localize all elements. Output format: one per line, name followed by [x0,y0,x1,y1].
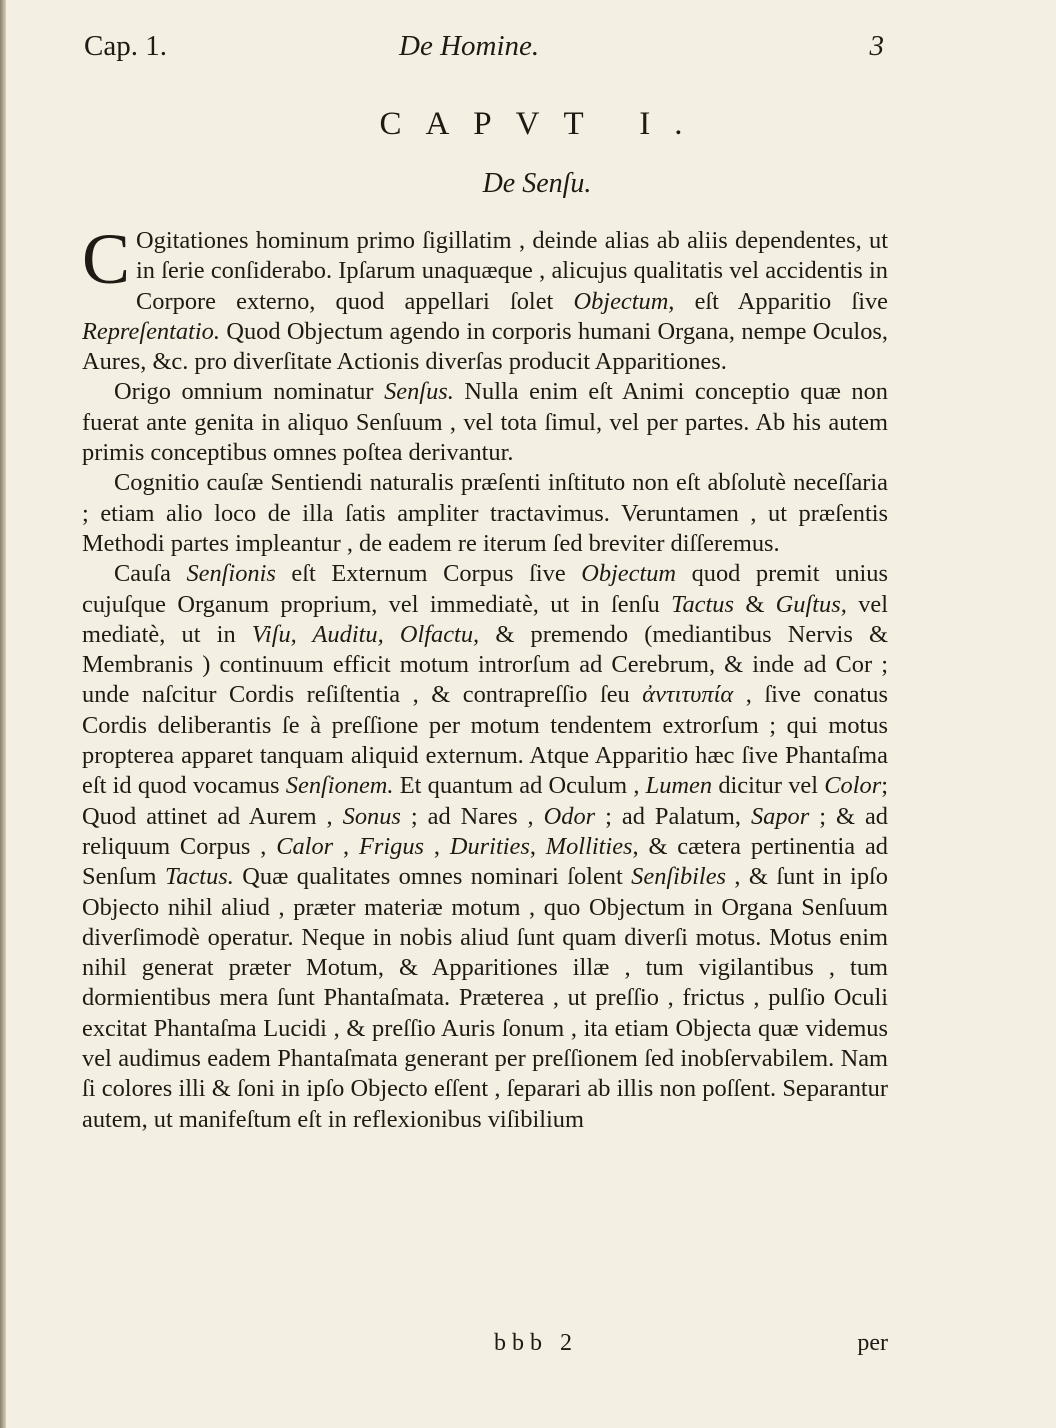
paragraph [82,559,888,1135]
italic-term: Guſtus, [775,590,847,618]
text-run: , & cætera pertinentia ad Senſum [82,832,888,891]
italic-term: Viſu, Auditu, Olfactu, [251,620,480,648]
italic-term: Durities [449,832,530,860]
italic-term: Senſionis [186,560,276,588]
text-run: Cognitio cauſæ Sentiendi naturalis præſenti inſtituto non eſt abſolutè neceſſaria ; etiam alio loco de illa ſatis ampliter tractavimus. Veruntamen , ut præſentis Methodi partes impleantur , de eadem re iterum ſed breviter diſſeremus. [82,469,888,557]
italic-term: ἀντιτυπία [642,681,734,709]
italic-term: Mollities [545,832,633,860]
text-run: Nulla enim eſt Animi conceptio quæ non fuerat ante genita in aliquo Senſuum , vel tota ſimul, vel per partes. Ab his autem primis conceptibus omnes poſtea derivantur. [82,378,888,467]
text-run: vel mediatè, ut in [82,590,889,648]
paragraph [82,377,888,468]
italic-term: Objectum [581,560,677,588]
paragraph [82,468,888,559]
running-header [84,30,884,70]
chapter-title: CAPVT I. [379,106,707,142]
text-run: ; ad Palatum, [595,802,751,830]
italic-term: Sonus [342,802,401,830]
italic-term: Senſus. [384,378,454,406]
text-run: ; & ad reliquum Corpus , [82,802,888,860]
text-run: Quod Objectum agendo in corporis humani Organa, nempe Oculos, Aures, &c. pro diverſitate Actionis diverſas producit Apparitiones. [82,317,888,376]
page-footer [82,1330,888,1364]
text-run: , [333,832,359,860]
text-run: , [529,832,546,860]
text-run: Origo omnium nominatur [114,378,385,406]
italic-term: Senſionem. [285,772,394,800]
text-run: & premendo (mediantibus Nervis & Membranis ) continuum efficit motum introrſum ad Cerebrum, & inde ad Cor ; unde naſcitur Cordis reſiſtentia , & contrapreſſio ſeu [82,620,888,709]
text-run: quod premit unius cujuſque Organum proprium, vel immediatè, ut in ſenſu [82,560,888,618]
signature-mark: bbb 2 [494,1330,578,1356]
italic-term: Tactus [671,590,734,618]
text-run: ; Quod attinet ad Aurem , [82,772,888,830]
italic-term: Tactus. [164,863,234,891]
italic-term: Calor [276,832,334,860]
text-run: & [733,590,776,618]
italic-term: Sapor [750,802,810,830]
text-run: Cauſa [114,560,187,588]
italic-term: Objectum, [573,287,675,315]
page-spine-shadow [0,0,6,1428]
italic-term: Color [824,772,882,800]
text-run: Quæ qualitates omnes nominari ſolent [233,863,632,891]
italic-term: Frigus [358,832,425,860]
text-run: Et quantum ad Oculum , [393,772,646,800]
text-run: , [424,832,450,860]
chapter-reference: Cap. 1. [84,30,167,62]
body-text [82,219,889,1135]
italic-term: Odor [543,802,596,830]
text-run: , ſive conatus Cordis deliberantis ſe à preſſione per motum tendentem extrorſum ; qui motus propterea apparet tanquam aliquid externum. Atque Apparitio hæc ſive Phantaſma eſt id quod vocamus [82,681,888,800]
italic-term: Repreſentatio. [82,317,220,345]
page-number: 3 [869,30,884,62]
italic-term: Lumen [645,772,713,800]
text-run: Ogitationes hominum primo ſigillatim , deinde alias ab aliis dependentes, ut in ſerie conſiderabo. Ipſarum unaquæque , alicujus qualitatis vel accidentis in Corpore externo, quod appellari ſolet [136,227,888,315]
text-run: , & ſunt in ipſo Objecto nihil aliud , præter materiæ motum , quo Objectum in Organa Senſuum diverſimodè operatur. Neque in nobis aliud ſunt quam diverſi motus. Motus enim nihil generat præter Motum, & Apparitiones illæ , tum vigilantibus , tum dormientibus mera ſunt Phantaſmata. Præterea , ut preſſio , frictus , pulſio Oculi excitat Phantaſma Lucidi , & preſſio Auris ſonum , ita etiam Objecta quæ videmus vel audimus eadem Phantaſmata generant per preſſionem ſed inobſervabilem. Nam ſi colores illi & ſoni in ipſo Objecto eſſent , ſeparari ab illis non poſſent. Separantur autem, ut manifeſtum eſt in reflexionibus viſibilium [82,863,888,1133]
italic-term: Senſibiles [631,863,727,891]
paragraph [82,219,888,377]
running-title: De Homine. [399,30,540,62]
text-run: dicitur vel [712,772,825,800]
text-run: eſt Externum Corpus ſive [275,560,582,588]
text-run: eſt Apparitio ſive [674,287,888,315]
drop-cap: C [82,219,131,299]
catchword: per [857,1330,888,1356]
text-run: ; ad Nares , [400,802,544,830]
section-title: De Senſu. [482,168,592,199]
